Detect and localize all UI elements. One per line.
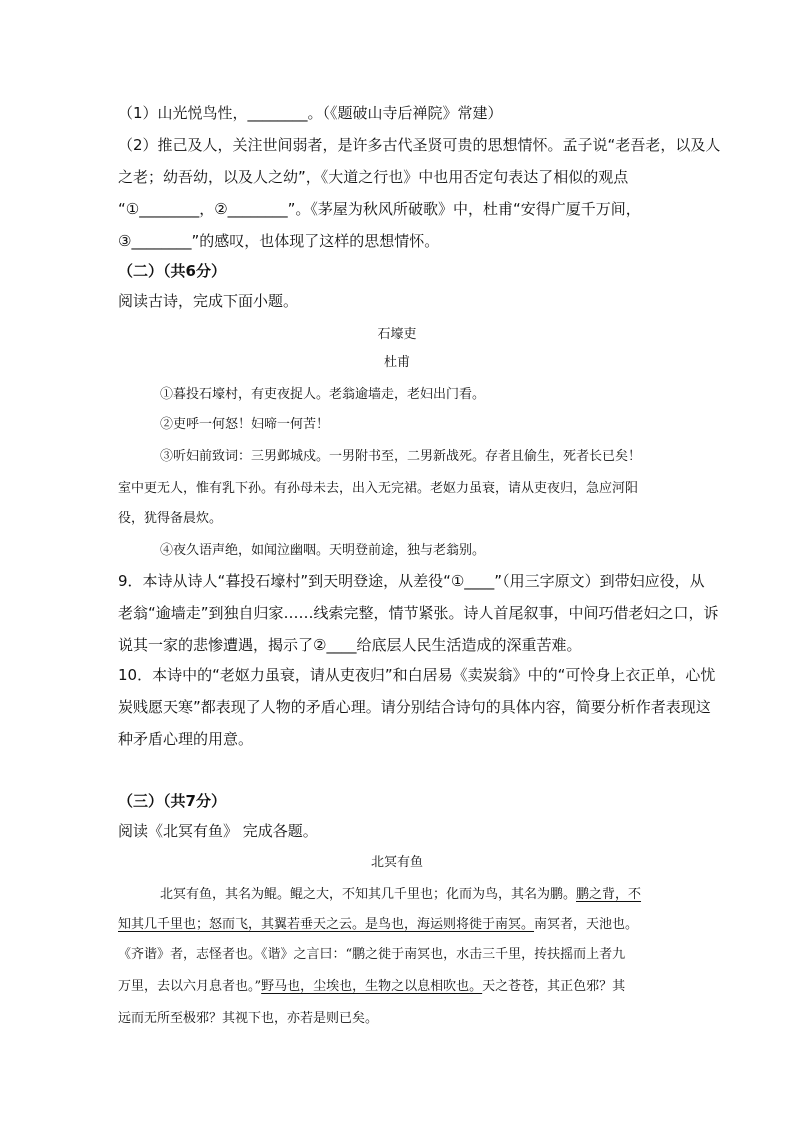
recitation-line-1: （1）山光悦鸟性，________。（《题破山寺后禅院》常建） xyxy=(118,104,503,122)
question-10-line-2: 炭贱愿天寒”都表现了人物的矛盾心理。请分别结合诗句的具体内容，简要分析作者表现这 xyxy=(118,698,711,716)
underlined-phrase: 是鸟也，海运则将徙于南冥。 xyxy=(365,917,535,932)
recitation-line-4: “①________，②________”。《茅屋为秋风所破歌》中，杜甫“安得广厦千万间， xyxy=(118,200,641,218)
poem-stanza-1: ①暮投石壕村，有吏夜捉人。老翁逾墙走，老妇出门看。 xyxy=(160,387,486,402)
recitation-line-2: （2）推己及人，关注世间弱者，是许多古代圣贤可贵的思想情怀。孟子说“老吾老，以及人 xyxy=(118,136,721,154)
section2-heading: （二）（共6分） xyxy=(118,262,226,280)
underlined-phrase: 知其几千里也；怒而飞，其翼若垂天之云。 xyxy=(118,917,366,932)
recitation-line-3: 之老；幼吾幼，以及人之幼”，《大道之行也》中也用否定句表达了相似的观点 xyxy=(118,168,629,186)
passage-line-1 xyxy=(160,884,641,906)
passage-text: 天之苍苍，其正色邪？其 xyxy=(482,979,626,994)
underlined-phrase: 野马也，尘埃也，生物之以息相吹也。 xyxy=(261,979,483,994)
underlined-phrase: 鹏之背，不 xyxy=(576,887,642,902)
question-10-line-1: 10．本诗中的“老妪力虽衰，请从吏夜归”和白居易《卖炭翁》中的“可怜身上衣正单，心忧 xyxy=(118,666,716,684)
passage-text: 万里，去以六月息者也。” xyxy=(118,979,262,994)
passage-line-5: 远而无所至极邪？其视下也，亦若是则已矣。 xyxy=(118,1011,379,1026)
poem-stanza-2: ②吏呼一何怒！妇啼一何苦！ xyxy=(160,417,330,432)
recitation-line-5: ③________”的感叹，也体现了这样的思想情怀。 xyxy=(118,232,440,250)
poem-stanza-3b: 室中更无人，惟有乳下孙。有孙母未去，出入无完裙。老妪力虽衰，请从吏夜归，急应河阳 xyxy=(118,481,639,496)
passage-line-4 xyxy=(118,976,625,998)
question-9-line-2: 老翁“逾墙走”到独自归家……线索完整，情节紧张。诗人首尾叙事，中间巧借老妇之口，诉 xyxy=(118,604,719,622)
question-10-line-3: 种矛盾心理的用意。 xyxy=(118,730,254,748)
section3-heading: （三）（共7分） xyxy=(118,792,226,810)
section2-intro: 阅读古诗，完成下面小题。 xyxy=(118,292,299,310)
question-9-line-3: 说其一家的悲惨遭遇，揭示了②____给底层人民生活造成的深重苦难。 xyxy=(118,636,582,654)
question-9-line-1: 9．本诗从诗人“暮投石壕村”到天明登途，从差役“①____”（用三字原文）到带妇应役，从 xyxy=(118,572,705,590)
section3-intro: 阅读《北冥有鱼》 完成各题。 xyxy=(118,822,318,840)
poem-stanza-3c: 役，犹得备晨炊。 xyxy=(118,511,223,526)
poem-title: 石壕吏 xyxy=(377,327,417,342)
poem-stanza-4: ④夜久语声绝，如闻泣幽咽。天明登前途，独与老翁别。 xyxy=(160,543,486,558)
passage-line-2 xyxy=(118,914,638,936)
passage-title: 北冥有鱼 xyxy=(370,855,423,870)
passage-text: 北冥有鱼，其名为鲲。鲲之大，不知其几千里也；化而为鸟，其名为鹏。 xyxy=(160,887,577,902)
passage-text: 南冥者，天池也。 xyxy=(534,917,639,932)
passage-line-3: 《齐谐》者，志怪者也。《谐》之言曰：“鹏之徙于南冥也，水击三千里，抟扶摇而上者九 xyxy=(118,947,626,962)
poem-stanza-3a: ③听妇前致词：三男邺城戍。一男附书至，二男新战死。存者且偷生，死者长已矣！ xyxy=(160,449,642,464)
poem-author: 杜甫 xyxy=(383,355,410,370)
